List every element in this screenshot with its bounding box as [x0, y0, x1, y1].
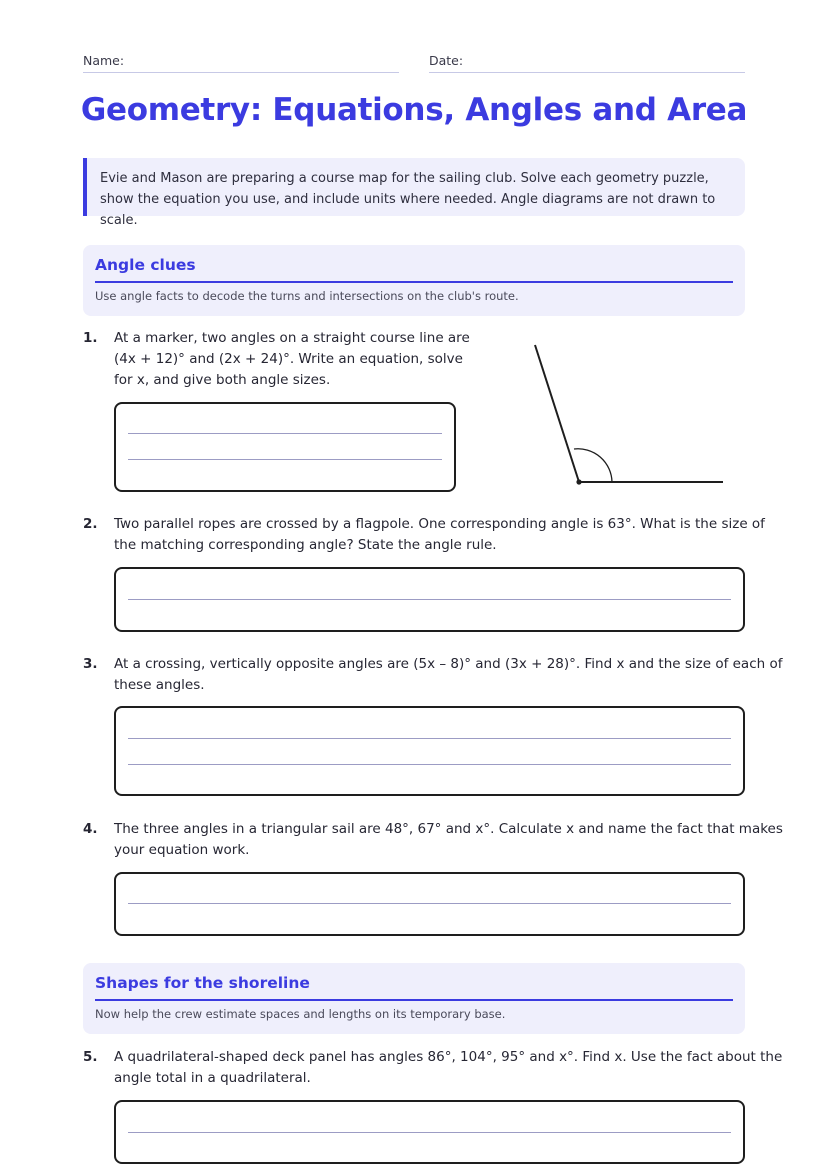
question-line: these angles. [114, 677, 205, 693]
diagram-angle-arc [574, 449, 612, 482]
question-text [114, 819, 783, 861]
section-title: Shapes for the shoreline [95, 974, 310, 992]
question-text [114, 654, 783, 696]
answer-line [128, 459, 442, 460]
question-line: for x, and give both angle sizes. [114, 372, 331, 388]
question-line: At a crossing, vertically opposite angles are (5x – 8)° and (3x + 28)°. Find x and the size of each of [114, 656, 783, 672]
worksheet-title: Geometry: Equations, Angles and Area [80, 92, 748, 128]
section-title: Angle clues [95, 256, 196, 274]
answer-line [128, 738, 731, 739]
section-divider [95, 281, 733, 283]
answer-box[interactable] [114, 402, 456, 492]
name-label: Name: [83, 53, 125, 68]
question-line: your equation work. [114, 842, 250, 858]
question-number: 2. [83, 516, 98, 532]
section-subtitle: Now help the crew estimate spaces and lengths on its temporary base. [95, 1007, 506, 1021]
answer-line [128, 903, 731, 904]
question-line: The three angles in a triangular sail are 48°, 67° and x°. Calculate x and name the fact that makes [114, 821, 783, 837]
intro-callout [83, 158, 745, 228]
diagram-vertex-dot [576, 479, 581, 484]
date-write-line[interactable] [429, 72, 745, 73]
section-angle-clues [83, 245, 745, 316]
answer-box[interactable] [114, 872, 745, 936]
section-divider [95, 999, 733, 1001]
answer-line [128, 764, 731, 765]
question-line: A quadrilateral-shaped deck panel has angles 86°, 104°, 95° and x°. Find x. Use the fact about the [114, 1049, 783, 1065]
section-subtitle: Use angle facts to decode the turns and intersections on the club's route. [95, 289, 519, 303]
answer-line [128, 1132, 731, 1133]
question-line: the matching corresponding angle? State the angle rule. [114, 537, 497, 553]
question-line: (4x + 12)° and (2x + 24)°. Write an equation, solve [114, 351, 463, 367]
diagram-slanted-ray [535, 345, 579, 482]
question-text [114, 328, 470, 391]
answer-line [128, 433, 442, 434]
question-number: 3. [83, 656, 98, 672]
question-line: Two parallel ropes are crossed by a flagpole. One corresponding angle is 63°. What is the size of [114, 516, 765, 532]
question-line: At a marker, two angles on a straight course line are [114, 330, 470, 346]
answer-box[interactable] [114, 1100, 745, 1164]
angle-diagram [520, 335, 730, 490]
section-shapes-shoreline [83, 963, 745, 1034]
question-number: 5. [83, 1049, 98, 1065]
question-line: angle total in a quadrilateral. [114, 1070, 311, 1086]
answer-box[interactable] [114, 706, 745, 796]
question-number: 1. [83, 330, 98, 346]
question-number: 4. [83, 821, 98, 837]
answer-box[interactable] [114, 567, 745, 632]
answer-line [128, 599, 731, 600]
question-text [114, 514, 765, 556]
date-label: Date: [429, 53, 464, 68]
question-text [114, 1047, 782, 1089]
name-write-line[interactable] [83, 72, 399, 73]
intro-text: Evie and Mason are preparing a course map for the sailing club. Solve each geometry puzzle, show the equation you use, and include units where needed. Angle diagrams are not drawn to scale. [100, 171, 716, 228]
